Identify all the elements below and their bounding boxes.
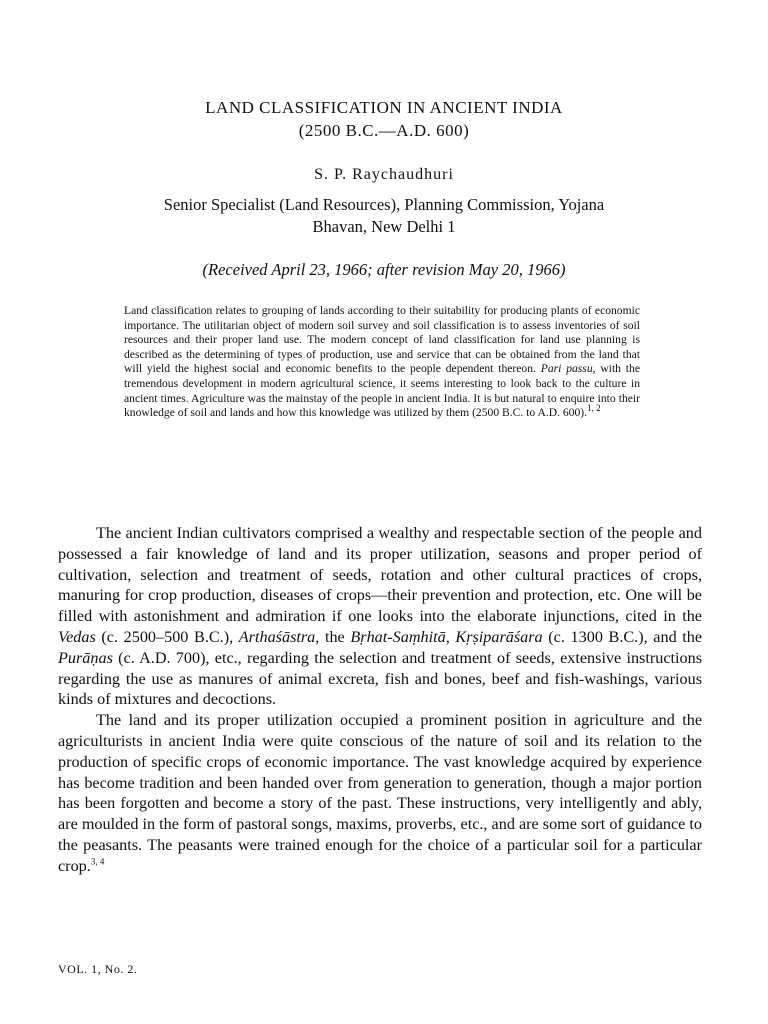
- paper-title-line1: LAND CLASSIFICATION IN ANCIENT INDIA: [205, 98, 563, 117]
- p1-text-b: (c. 2500–500 B.C.),: [101, 627, 234, 646]
- body-paragraph-1: [58, 523, 702, 710]
- p1-text-d: (c. 1300 B.C.), and the: [548, 627, 703, 646]
- abstract-text-end: with the tremendous development in modern agricultural science, it seems interesting to look back to the culture in ancient times. Agriculture was the mainstay of the people in ancient India. It is but natural to enquire into their knowledge of soil and lands and how this knowledge was utilized by them (2500 B.C. to A.D. 600).: [124, 362, 640, 420]
- p1-text-c: the: [324, 627, 345, 646]
- abstract-text: Land classification relates to grouping of lands according to their suitability for producing plants of economic importance. The utilitarian object of modern soil survey and soil classification is to assess inventories of soil resources and their proper land use. The modern concept of land classification for land use planning is described as the determining of types of production, use and service that can be obtained from the land that will yield the highest social and economic benefits to the people dependent thereon.: [124, 304, 640, 376]
- journal-volume-footer: VOL. 1, No. 2.: [58, 962, 138, 976]
- paper-title-line2: (2500 B.C.—A.D. 600): [298, 121, 470, 140]
- p1-text-a: The ancient Indian cultivators comprised a wealthy and respectable section of the people and possessed a fair knowledge of land and its proper utilization, seasons and proper period of cultivation, selection and treatment of seeds, rotation and other cultural practices of crops, manuring for crop production, diseases of crops—their prevention and protection, etc. One will be filled with astonishment and admiration if one looks into the elaborate injunctions, cited in the: [58, 524, 702, 626]
- abstract: [124, 304, 640, 421]
- abstract-reference: 1, 2: [587, 403, 601, 414]
- p1-krsiparasara: Kṛṣiparāśara: [455, 627, 543, 646]
- affiliation-line2: Bhavan, New Delhi 1: [312, 217, 456, 236]
- p2-reference: 3, 4: [90, 856, 105, 867]
- body-paragraph-2: [58, 710, 702, 876]
- body-text: [58, 523, 702, 877]
- p1-vedas: Vedas: [58, 627, 96, 646]
- p1-arthasastra: Arthaśāstra,: [238, 627, 320, 646]
- p1-text-e: (c. A.D. 700), etc., regarding the selection and treatment of seeds, extensive instructions regarding the use as manures of animal excreta, fish and bones, beef and fish-washings, various kinds of mixtures and decoctions.: [58, 648, 702, 709]
- p1-puranas: Purāṇas: [58, 648, 113, 667]
- received-date: (Received April 23, 1966; after revision May 20, 1966): [202, 260, 566, 279]
- p2-text: The land and its proper utilization occupied a prominent position in agriculture and the agriculturists in ancient India were quite conscious of the nature of soil and its relation to the production of specific crops of economic importance. The vast knowledge acquired by experience has become tradition and been handed over from generation to generation, though a major portion has been forgotten and become a story of the past. These instructions, very intelligently and ably, are moulded in the form of pastoral songs, maxims, proverbs, etc., and are some sort of guidance to the peasants. The peasants were trained enough for the choice of a particular soil for a particular crop.: [58, 711, 702, 875]
- author-name: S. P. Raychaudhuri: [314, 166, 454, 183]
- author-affiliation: [60, 194, 708, 238]
- affiliation-line1: Senior Specialist (Land Resources), Planning Commission, Yojana: [163, 195, 605, 214]
- p1-brhat-samhita: Bṛhat-Saṃhitā,: [350, 627, 450, 646]
- abstract-pari-passu: Pari passu,: [540, 362, 596, 376]
